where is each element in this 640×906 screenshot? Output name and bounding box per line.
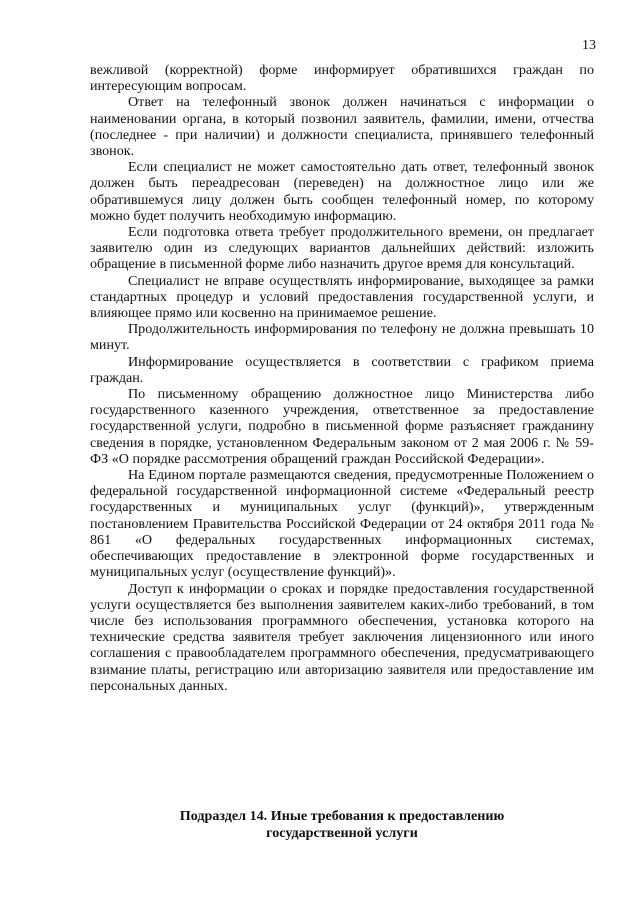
paragraph-written-request: По письменному обращению должностное лицо Министерства либо государственного казенного учреждения, ответственное за предоставление государственной услуги, подробно в письменной форме разъясняет гражданину сведения в порядке, установленном Федеральным законом от 2 мая 2006 г. № 59-ФЗ «О порядке рассмотрения обращений граждан Российской Федерации». [90,386,594,467]
paragraph-unified-portal: На Едином портале размещаются сведения, предусмотренные Положением о федеральной государственной информационной системе «Федеральный реестр государственных и муниципальных услуг (функций)», утвержденным постановлением Правительства Российской Федерации от 24 октября 2011 года № 861 «О федеральных государственных информационных системах, обеспечивающих предоставление в электронной форме государственных и муниципальных услуг (осуществление функций)». [90,467,594,581]
paragraph-schedule: Информирование осуществляется в соответствии с графиком приема граждан. [90,353,594,386]
body-text [90,62,594,694]
paragraph-access-info: Доступ к информации о сроках и порядке предоставления государственной услуги осуществляется без выполнения заявителем каких-либо требований, в том числе без использования программного обеспечения, установка которого на технические средства заявителя требует заключения лицензионного или иного соглашения с правообладателем программного обеспечения, предусматривающего взимание платы, регистрацию или авторизацию заявителя или предоставление им персональных данных. [90,580,594,694]
page-number: 13 [582,38,596,53]
paragraph-specialist-limits: Специалист не вправе осуществлять информирование, выходящее за рамки стандартных процедур и условий предоставления государственной услуги, и влияющее прямо или косвенно на принимаемое решение. [90,272,594,322]
paragraph-long-preparation: Если подготовка ответа требует продолжительного времени, он предлагает заявителю один из следующих вариантов дальнейших действий: изложить обращение в письменной форме либо назначить другое время для консультаций. [90,224,594,273]
section-heading-line-1: Подраздел 14. Иные требования к предоставлению [179,808,505,824]
paragraph-phone-duration: Продолжительность информирования по телефону не должна превышать 10 минут. [90,321,594,354]
paragraph-continuation: вежливой (корректной) форме информирует обратившихся граждан по интересующим вопросам. [90,62,594,95]
paragraph-redirect-call: Если специалист не может самостоятельно дать ответ, телефонный звонок должен быть переадресован (переведен) на должностное лицо или же обратившемуся лицу должен быть сообщен телефонный номер, по которому можно будет получить необходимую информацию. [90,159,594,224]
section-heading [90,808,594,841]
paragraph-phone-answer: Ответ на телефонный звонок должен начинаться с информации о наименовании органа, в который позвонил заявитель, фамилии, имени, отчества (последнее - при наличии) и должности специалиста, принявшего телефонный звонок. [90,94,594,160]
section-heading-line-2: государственной услуги [266,824,418,841]
